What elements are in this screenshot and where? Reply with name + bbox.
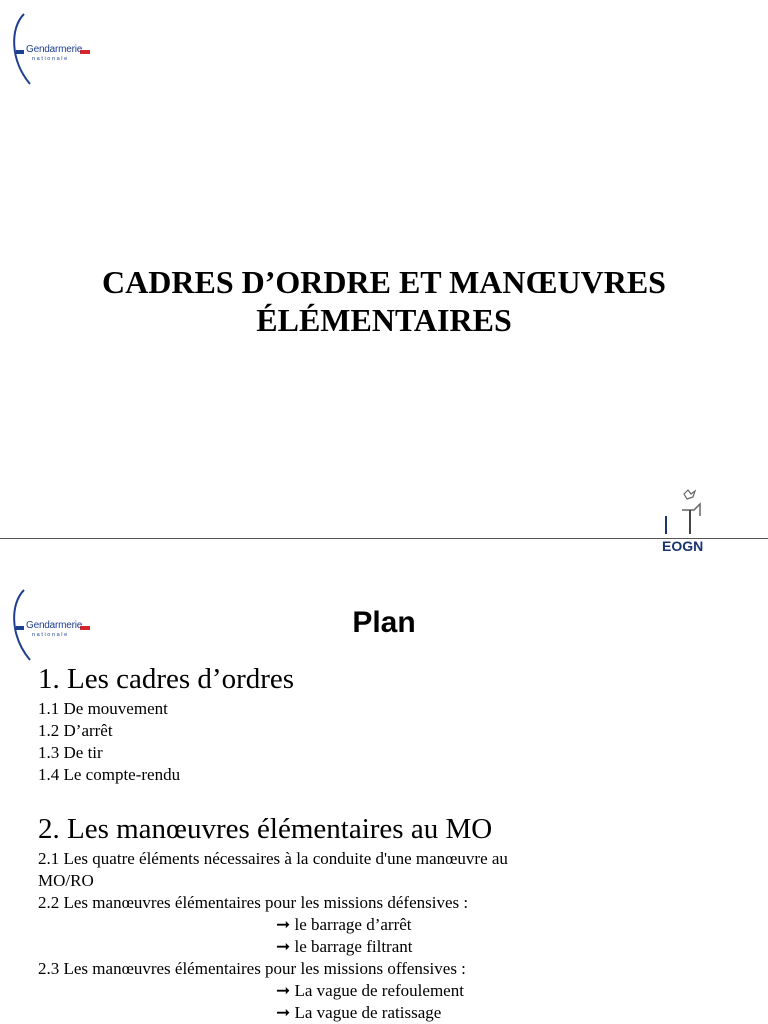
list-item: ➞ le barrage d’arrêt (276, 915, 412, 934)
section-2-heading: 2. Les manœuvres élémentaires au MO (38, 813, 493, 845)
list-item: 2.2 Les manœuvres élémentaires pour les missions défensives : (38, 893, 469, 912)
list-item: 1.3 De tir (38, 743, 103, 762)
title-line-2: ÉLÉMENTAIRES (256, 302, 512, 338)
logo-text: Gendarmerie (26, 44, 83, 55)
list-item: 1.2 D’arrêt (38, 721, 113, 740)
plan-heading: Plan (352, 606, 416, 639)
list-item: MO/RO (38, 871, 94, 890)
section-1-heading: 1. Les cadres d’ordres (38, 663, 295, 695)
footer-divider (0, 538, 768, 539)
logo-subtext: nationale (32, 56, 69, 62)
eogn-emblem-icon (654, 488, 724, 538)
slide-plan (0, 562, 768, 1024)
plan-content (38, 662, 738, 1024)
list-item: 2.1 Les quatre éléments nécessaires à la conduite d'une manœuvre au (38, 849, 508, 868)
logo-text: Gendarmerie (26, 620, 83, 631)
list-item: ➞ le barrage filtrant (276, 937, 413, 956)
eogn-label: EOGN (662, 538, 704, 554)
slide-title-text (0, 263, 768, 339)
list-item: 1.4 Le compte-rendu (38, 765, 181, 784)
logo-subtext: nationale (32, 632, 69, 638)
list-item: ➞ La vague de refoulement (276, 981, 464, 1000)
list-item: 2.3 Les manœuvres élémentaires pour les missions offensives : (38, 959, 466, 978)
gendarmerie-logo (8, 10, 108, 90)
list-item: ➞ La vague de ratissage (276, 1003, 442, 1022)
list-item: 1.1 De mouvement (38, 699, 168, 718)
title-line-1: CADRES D’ORDRE ET MANŒUVRES (102, 264, 666, 300)
